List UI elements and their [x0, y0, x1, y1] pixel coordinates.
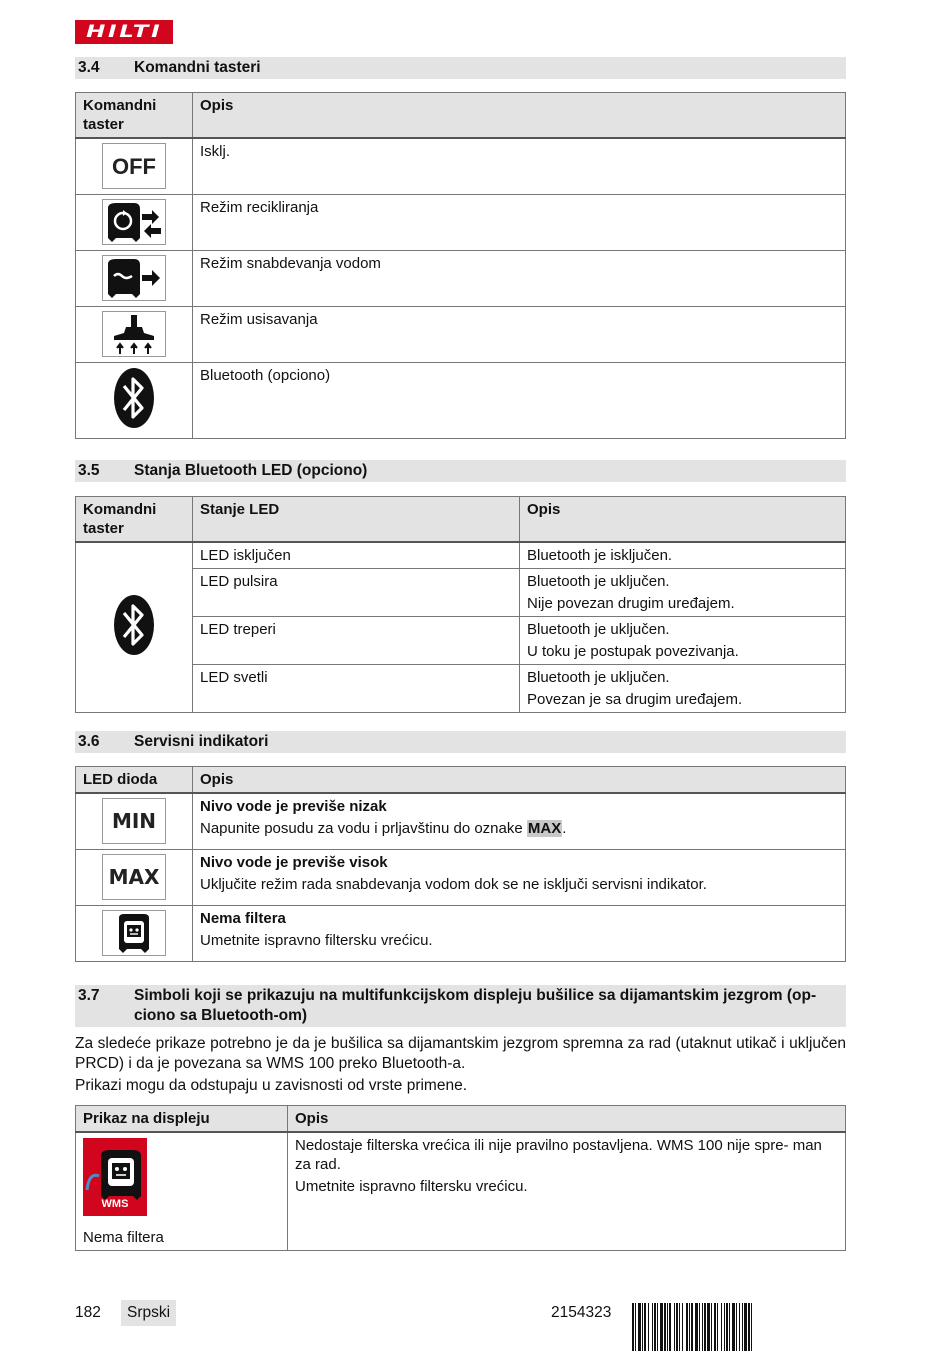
- led-state: LED treperi: [193, 617, 520, 665]
- description: [288, 1132, 846, 1251]
- wms-badge: WMS: [101, 1198, 129, 1210]
- table-header-row: [76, 767, 846, 794]
- led-state: LED isključen: [193, 542, 520, 569]
- section-title: Stanja Bluetooth LED (opciono): [134, 462, 368, 479]
- indicator-title: Nivo vode je previše visok: [200, 853, 388, 871]
- section-number: 3.4: [78, 59, 100, 76]
- column-header: Opis: [193, 93, 846, 139]
- indicator-text-after: .: [562, 820, 567, 837]
- indicator-text: Uključite režim rada snabdevanja vodom dok se ne isključi servisni indikator.: [200, 875, 707, 893]
- column-header: Stanje LED: [193, 497, 520, 543]
- note-paragraph: Prikazi mogu da odstupaju u zavisnosti od vrste primene.: [75, 1077, 468, 1094]
- hilti-logo: [75, 20, 173, 44]
- section-heading-3-4: [75, 57, 846, 79]
- description: [520, 665, 846, 713]
- max-highlight: MAX: [527, 820, 562, 837]
- description: Režim snabdevanja vodom: [193, 250, 846, 306]
- description: Režim recikliranja: [193, 194, 846, 250]
- description: [520, 617, 846, 665]
- table-row: [76, 849, 846, 905]
- max-led-indicator: [102, 854, 166, 900]
- table-row: [76, 542, 846, 569]
- table-row: [76, 905, 846, 961]
- table-row: [76, 250, 846, 306]
- description-line: Bluetooth je isključen.: [527, 547, 673, 564]
- description: [520, 569, 846, 617]
- column-header: Opis: [193, 767, 846, 794]
- column-header: Komandni taster: [76, 497, 193, 543]
- led-cell: [76, 905, 193, 961]
- indicator-text-before: Napunite posudu za vodu i prljavštinu do oznake: [200, 820, 527, 837]
- description-line: Povezan je sa drugim uređajem.: [527, 691, 743, 708]
- led-state: LED svetli: [193, 665, 520, 713]
- display-cell: [76, 1132, 288, 1251]
- display-caption: Nema filtera: [83, 1229, 164, 1246]
- description-line: Bluetooth je uključen.: [527, 573, 670, 590]
- column-header: Opis: [520, 497, 846, 543]
- indicator-text: [200, 819, 838, 838]
- off-key-icon: [102, 143, 166, 189]
- description: Režim usisavanja: [193, 306, 846, 362]
- section-heading-3-7: [75, 985, 846, 1027]
- description-line: Umetnite ispravno filtersku vrećicu.: [295, 1178, 528, 1195]
- key-cell: [76, 138, 193, 194]
- description-line: Nije povezan drugim uređajem.: [527, 595, 735, 612]
- table-row: [76, 362, 846, 438]
- table-row: [76, 306, 846, 362]
- key-cell: [76, 362, 193, 438]
- table-header-row: [76, 497, 846, 543]
- off-key-label: OFF: [112, 153, 156, 179]
- service-indicators-table: [75, 766, 846, 962]
- indicator-title: Nivo vode je previše nizak: [200, 798, 387, 815]
- led-cell: [76, 793, 193, 849]
- document-number: 2154323: [551, 1304, 612, 1321]
- bluetooth-led-table: [75, 496, 846, 713]
- max-led-label: MAX: [108, 864, 160, 889]
- indicator-title: Nema filtera: [200, 909, 286, 927]
- section-title: Simboli koji se prikazuju na multifunkcijskom displeju bušilice sa dijamantskim jezgrom (op- ciono sa Bluetooth-om): [134, 987, 817, 1024]
- barcode-bar: [752, 1303, 754, 1351]
- description: [193, 793, 846, 849]
- section-title: Servisni indikatori: [134, 733, 269, 750]
- description: Isklj.: [193, 138, 846, 194]
- key-cell: [76, 250, 193, 306]
- section-heading-3-6: [75, 731, 846, 753]
- description-line: Nedostaje filterska vrećica ili nije pravilno postavljena. WMS 100 nije spre- man za rad.: [295, 1137, 822, 1173]
- wms-no-filter-display-icon: [83, 1138, 147, 1216]
- section-number: 3.6: [78, 733, 100, 750]
- logo-text: HILTI: [85, 22, 163, 42]
- key-cell: [76, 542, 193, 713]
- section-number: 3.5: [78, 462, 100, 479]
- control-keys-table: [75, 92, 846, 439]
- display-symbols-table: [75, 1105, 846, 1251]
- description-line: Bluetooth je uključen.: [527, 669, 670, 686]
- column-header: Opis: [288, 1106, 846, 1133]
- column-header: LED dioda: [76, 767, 193, 794]
- led-state: LED pulsira: [193, 569, 520, 617]
- table-row: [76, 1132, 846, 1251]
- bluetooth-icon: [112, 593, 156, 657]
- section-heading-3-5: [75, 460, 846, 482]
- filter-missing-icon: [102, 910, 166, 956]
- description: [520, 542, 846, 569]
- water-supply-mode-icon: [102, 255, 166, 301]
- intro-paragraph: Za sledeće prikaze potrebno je da je bušilica sa dijamantskim jezgrom spremna za rad (utaknut utikač i uključen PRCD) i da je povezana sa WMS 100 preko Bluetooth-a.: [75, 1035, 846, 1072]
- table-header-row: [76, 93, 846, 139]
- indicator-text: Umetnite ispravno filtersku vrećicu.: [200, 931, 433, 949]
- table-row: [76, 194, 846, 250]
- description: [193, 905, 846, 961]
- section-number: 3.7: [78, 987, 100, 1004]
- page-number: 182: [75, 1304, 101, 1321]
- recycle-mode-icon: [102, 199, 166, 245]
- vacuum-mode-icon: [102, 311, 166, 357]
- description-line: Bluetooth je uključen.: [527, 621, 670, 638]
- led-cell: [76, 849, 193, 905]
- language-label: Srpski: [121, 1300, 176, 1326]
- barcode: [632, 1303, 846, 1351]
- bluetooth-icon: [112, 366, 156, 430]
- min-led-label: MIN: [111, 808, 157, 833]
- min-led-indicator: [102, 798, 166, 844]
- table-header-row: [76, 1106, 846, 1133]
- column-header: Komandni taster: [76, 93, 193, 139]
- description-line: U toku je postupak povezivanja.: [527, 643, 739, 660]
- column-header: Prikaz na displeju: [76, 1106, 288, 1133]
- description: Bluetooth (opciono): [193, 362, 846, 438]
- table-row: [76, 138, 846, 194]
- table-row: [76, 793, 846, 849]
- description: [193, 849, 846, 905]
- key-cell: [76, 194, 193, 250]
- key-cell: [76, 306, 193, 362]
- section-title: Komandni tasteri: [134, 59, 261, 76]
